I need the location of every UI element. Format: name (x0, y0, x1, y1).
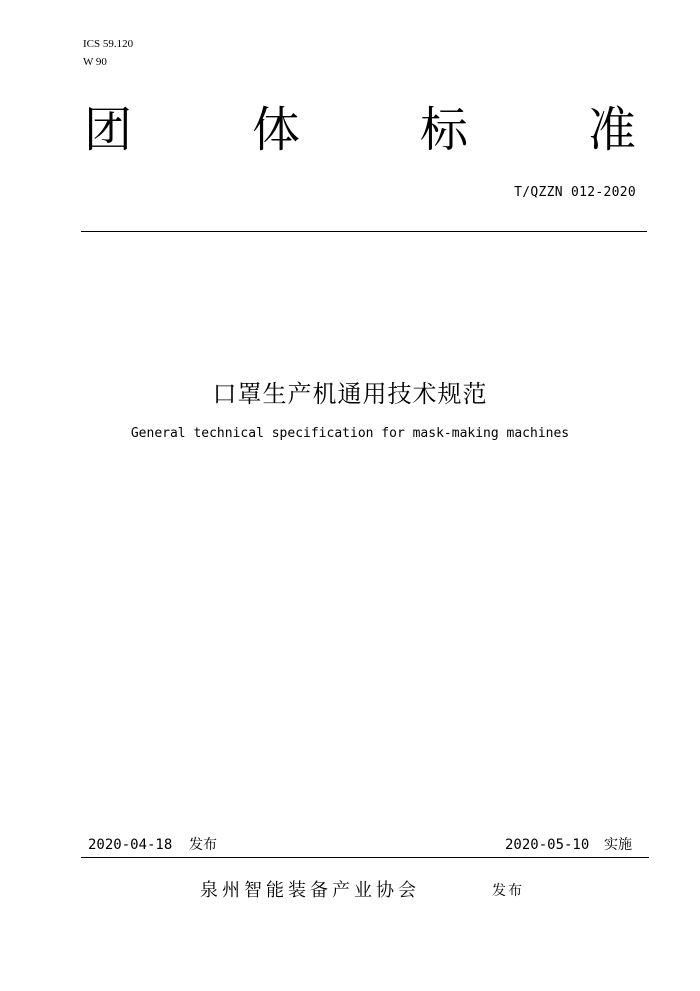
issuer-name: 泉州智能装备产业协会 (200, 880, 420, 901)
publish-label: 发布 (189, 837, 217, 853)
document-title-cn: 口罩生产机通用技术规范 (212, 380, 488, 408)
implement-label: 实施 (604, 837, 632, 853)
standard-type-char-3: 标 (420, 102, 469, 158)
standard-type-char-4: 准 (588, 102, 637, 158)
ics-code: ICS 59.120 (83, 38, 134, 50)
top-divider (81, 231, 647, 232)
document-title-en: General technical specification for mask-making machines (130, 426, 570, 441)
ccs-code: W 90 (83, 56, 107, 68)
standard-type-char-2: 体 (252, 102, 301, 158)
standard-number: T/QZZN 012-2020 (514, 185, 636, 200)
publish-date: 2020-04-18 (88, 837, 173, 853)
bottom-divider (81, 857, 649, 858)
issuer-label: 发布 (492, 883, 524, 899)
standard-type-char-1: 团 (84, 102, 133, 158)
implement-date: 2020-05-10 (505, 837, 590, 853)
